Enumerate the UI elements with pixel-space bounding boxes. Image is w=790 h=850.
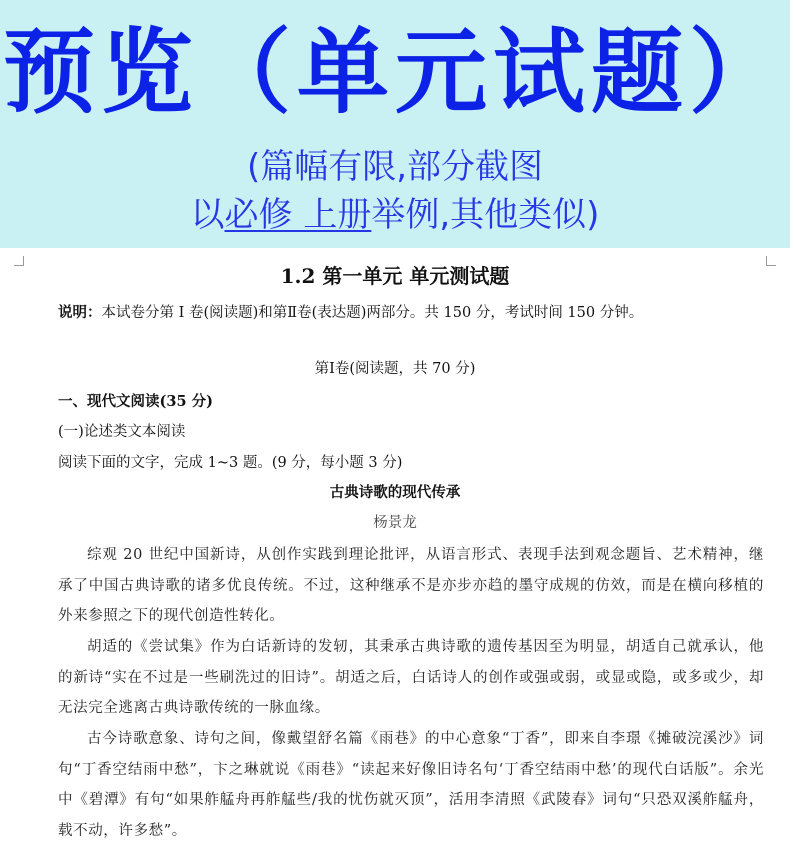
exam-note-label: 说明： [58,304,102,321]
textbook-link[interactable]: 必修 上册 [224,195,372,235]
preview-banner [0,0,790,248]
part-heading: 第Ⅰ卷(阅读题，共 70 分) [314,361,476,377]
document-title: 1.2 第一单元 单元测试题 [280,264,510,288]
article-paragraph-2: 胡适的《尝试集》作为白话新诗的发轫，其秉承古典诗歌的遗传基因至为明显，胡适自己就承认，他的新诗“实在不过是一些刷洗过的旧诗”。胡适之后，白话诗人的创作或强或弱，或显或隐，或多或少，却无法完全逃离古典诗歌传统的一脉血缘。 [58,639,764,716]
subsection-heading: (一)论述类文本阅读 [58,424,186,440]
banner-title: 预览（单元试题） [2,19,787,126]
exam-note [58,302,643,324]
section-heading: 一、现代文阅读(35 分) [58,393,213,410]
banner-line2-suffix: 举例,其他类似) [371,195,600,235]
article-paragraph-3: 古今诗歌意象、诗句之间，像戴望舒名篇《雨巷》的中心意象“丁香”，即来自李璟《摊破浣溪沙》词句“丁香空结雨中愁”，卞之琳就说《雨巷》“读起来好像旧诗名句‘丁香空结雨中愁’的现代白话版”。余光中《碧潭》有句“如果舴艋舟再舴艋些/我的忧伤就灭顶”，活用李清照《武陵春》词句“只恐双溪舴艋舟，载不动，许多愁”。 [58,731,764,839]
article-title: 古典诗歌的现代传承 [329,484,461,501]
article-author: 杨景龙 [373,515,417,531]
banner-line2-prefix: 以 [190,195,225,235]
exam-note-text: 本试卷分第 Ⅰ 卷(阅读题)和第Ⅱ卷(表达题)两部分。共 150 分，考试时间 150 分钟。 [101,305,644,321]
article-paragraph-1: 综观 20 世纪中国新诗，从创作实践到理论批评，从语言形式、表现手法到观念题旨、艺术精神，继承了中国古典诗歌的诸多优良传统。不过，这种继承不是亦步亦趋的墨守成规的仿效，而是在横向移植的外来参照之下的现代创造性转化。 [58,547,764,624]
banner-subtitle-line2 [0,194,790,236]
document-page [0,250,790,850]
reading-instruction: 阅读下面的文字，完成 1~3 题。(9 分，每小题 3 分) [58,455,403,471]
banner-subtitle-line1: (篇幅有限,部分截图 [246,147,544,187]
